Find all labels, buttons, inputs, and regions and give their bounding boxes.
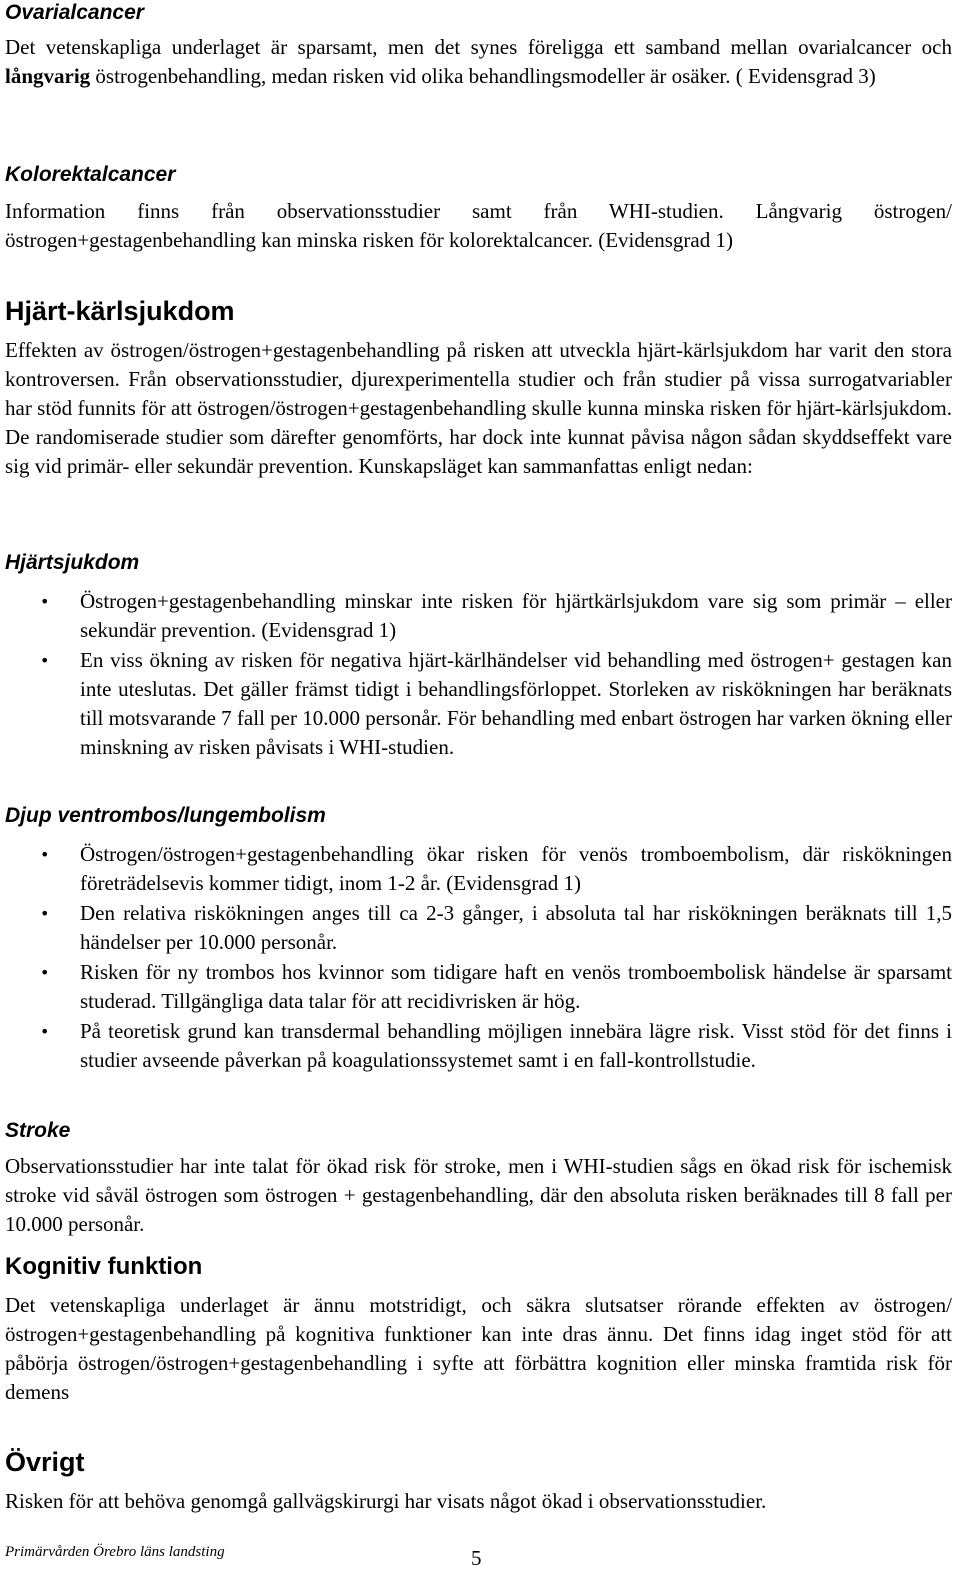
bullet-icon: • xyxy=(40,1022,50,1041)
heading-ovrigt: Övrigt xyxy=(5,1447,85,1477)
list-djup-ventrombos xyxy=(0,840,952,1076)
page-number: 5 xyxy=(471,1546,482,1570)
heading-djup-ventrombos: Djup ventrombos/lungembolism xyxy=(5,804,326,827)
ovarial-text-end: östrogenbehandling, medan risken vid olika behandlingsmodeller är osäker. ( Evidensgrad 3) xyxy=(90,64,876,88)
bullet-icon: • xyxy=(40,963,50,982)
list-hjartsjukdom xyxy=(0,587,952,763)
paragraph-ovrigt: Risken för att behöva genomgå gallvägskirurgi har visats något ökad i observationsstudier. xyxy=(5,1489,767,1513)
bullet-icon: • xyxy=(40,592,50,611)
footer-organization: Primärvården Örebro läns landsting xyxy=(5,1544,225,1560)
paragraph-kolorektalcancer: Information finns från observationsstudier samt från WHI-studien. Långvarig östrogen/östrogen+gestagenbehandling kan minska risken för kolorektalcancer. (Evidensgrad 1) xyxy=(5,199,952,252)
heading-stroke: Stroke xyxy=(5,1119,71,1142)
bullet-icon: • xyxy=(40,651,50,670)
bullet-icon: • xyxy=(40,845,50,864)
heading-kognitiv-funktion: Kognitiv funktion xyxy=(5,1253,203,1280)
paragraph-hjart-karlsjukdom: Effekten av östrogen/östrogen+gestagenbehandling på risken att utveckla hjärt-kärlsjukdom har varit den stora kontroversen. Från observationsstudier, djurexperimentella studier och från studier på vissa surrogatvariabler har stöd funnits för att östrogen/östrogen+gestagenbehandling skulle kunna minska risken för hjärt-kärlsjukdom. De randomiserade studier som därefter genomförts, har dock inte kunnat påvisa någon sådan skyddseffekt vare sig vid primär- eller sekundär prevention. Kunskapsläget kan sammanfattas enligt nedan: xyxy=(5,338,952,478)
heading-hjart-karlsjukdom: Hjärt-kärlsjukdom xyxy=(5,296,235,326)
list-item: • Risken för ny trombos hos kvinnor som tidigare haft en venös tromboembolisk händelse är sparsamt studerad. Tillgängliga data talar för att recidivrisken är hög. xyxy=(40,960,952,1013)
paragraph-stroke: Observationsstudier har inte talat för ökad risk för stroke, men i WHI-studien sågs en ökad risk för ischemisk stroke vid såväl östrogen som östrogen + gestagenbehandling, där den absoluta risken beräknades till 8 fall per 10.000 personår. xyxy=(5,1154,952,1236)
bullet-icon: • xyxy=(40,904,50,923)
paragraph-ovarialcancer xyxy=(5,33,952,91)
list-item: • På teoretisk grund kan transdermal behandling möjligen innebära lägre risk. Visst stöd för det finns i studier avseende påverkan på koagulationssystemet samt i en fall-kontrollstudie. xyxy=(40,1019,952,1072)
list-item: • Den relativa riskökningen anges till ca 2-3 gånger, i absoluta tal har riskökningen beräknats till 1,5 händelser per 10.000 personår. xyxy=(40,901,952,954)
list-item: • Östrogen+gestagenbehandling minskar inte risken för hjärtkärlsjukdom vare sig som primär – eller sekundär prevention. (Evidensgrad 1) xyxy=(40,589,952,642)
heading-hjartsjukdom: Hjärtsjukdom xyxy=(5,551,140,574)
ovarial-text-bold: långvarig xyxy=(5,64,91,88)
paragraph-kognitiv-funktion: Det vetenskapliga underlaget är ännu motstridigt, och säkra slutsatser rörande effekten av östrogen/östrogen+gestagenbehandling på kognitiva funktioner kan inte dras ännu. Det finns idag inget stöd för att påbörja östrogen/östrogen+gestagenbehandling i syfte att förbättra kognition eller minska framtida risk för demens xyxy=(5,1293,952,1404)
list-item: • En viss ökning av risken för negativa hjärt-kärlhändelser vid behandling med östrogen+ gestagen kan inte uteslutas. Det gäller främst tidigt i behandlingsförloppet. Storleken av riskökningen har beräknats till motsvarande 7 fall per 10.000 personår. För behandling med enbart östrogen har varken ökning eller minskning av risken påvisats i WHI-studien. xyxy=(40,648,952,759)
ovarial-text-start: Det vetenskapliga underlaget är sparsamt, men det synes föreligga ett samband mellan ovarialcancer och xyxy=(5,35,952,59)
heading-kolorektalcancer: Kolorektalcancer xyxy=(5,163,176,186)
heading-ovarialcancer: Ovarialcancer xyxy=(5,1,144,24)
list-item: • Östrogen/östrogen+gestagenbehandling ökar risken för venös tromboembolism, där riskökningen företrädelsevis kommer tidigt, inom 1-2 år. (Evidensgrad 1) xyxy=(40,842,952,895)
